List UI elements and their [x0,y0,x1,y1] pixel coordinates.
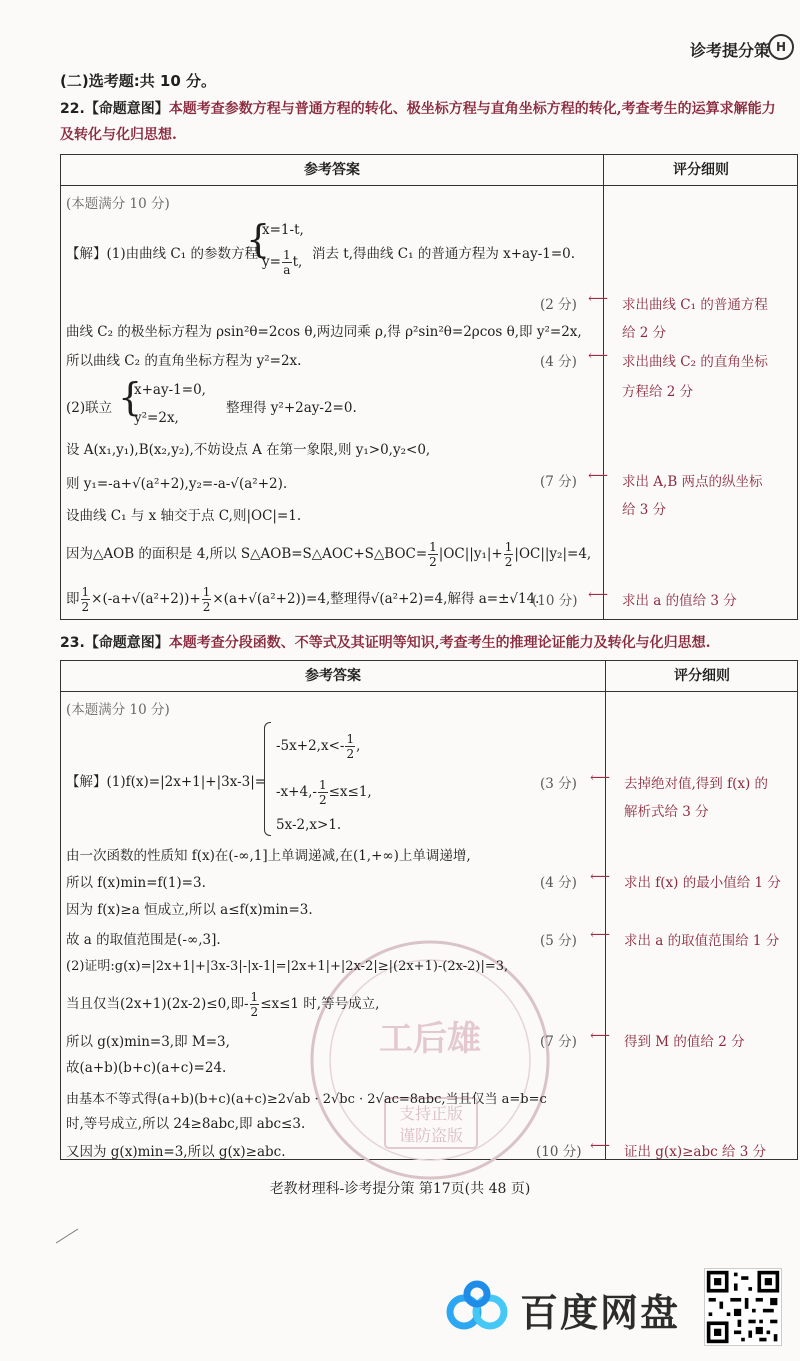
q22-arrow-1-icon: ⟵ [588,291,609,307]
q23-line3: 所以 f(x)min=f(1)=3. [66,875,206,891]
q22-col-answer: 参考答案 [304,162,360,178]
q22-line1-a: 【解】(1)由曲线 C₁ 的参数方程 [66,246,258,262]
q22-line5: 设 A(x₁,y₁),B(x₂,y₂),不妨设点 A 在第一象限,则 y₁>0,y₂<0, [66,442,431,458]
q22-arrow-2-icon: ⟵ [588,348,609,364]
q22-points-10: (10 分) [532,593,578,609]
q23-arrow-3-icon: ⟵ [590,927,611,943]
header-brand: 诊考提分策 [689,41,770,60]
q23-line11: 时,等号成立,所以 24≥8abc,即 abc≤3. [66,1116,306,1132]
brand-logo-icon: H [768,34,794,60]
q22-rubric-2b: 方程给 2 分 [622,384,694,400]
q23-points-4: (4 分) [540,875,577,891]
page-footer: 老教材理科-诊考提分策 第17页(共 48 页) [269,1181,531,1197]
q23-line7: 当且仅当(2x+1)(2x-2)≤0,即- $\frac{1}{2}$ ≤x≤1 时,等号成立, [66,990,380,1019]
q23-points-3: (3 分) [540,776,577,792]
q22-tag: 【命题意图】 [84,101,169,117]
q22-rubric-3b: 给 3 分 [622,502,667,518]
q22-sys2-eq2: y²=2x, [134,410,179,426]
q22-points-2: (2 分) [540,297,577,313]
q23-line9: 故(a+b)(b+c)(a+c)=24. [66,1060,227,1076]
q22-line3: 所以曲线 C₂ 的直角坐标方程为 y²=2x. [66,353,302,369]
qr-code-icon[interactable] [704,1268,782,1346]
q23-number: 23. [60,635,85,651]
q23-col-answer: 参考答案 [305,668,361,684]
q22-line6: 则 y₁=-a+√(a²+2),y₂=-a-√(a²+2). [66,476,288,492]
q23-rubric-5a: 证出 g(x)≥abc 给 3 分 [624,1144,767,1160]
q23-line2: 由一次函数的性质知 f(x)在(-∞,1]上单调递减,在(1,+∞)上单调递增, [66,848,471,864]
q22-system-brace: { [246,217,271,261]
section-title: (二)选考题:共 10 分。 [60,72,217,90]
q23-rubric-4a: 得到 M 的值给 2 分 [624,1034,745,1050]
q23-line12: 又因为 g(x)min=3,所以 g(x)≥abc. [66,1144,286,1160]
q22-rubric-2a: 求出曲线 C₂ 的直角坐标 [622,354,768,370]
q23-case3: 5x-2,x>1. [276,817,342,833]
q23-line1: 【解】(1)f(x)=|2x+1|+|3x-3|= [66,774,267,790]
q23-line8: 所以 g(x)min=3,即 M=3, [66,1034,230,1050]
q22-full-marks: (本题满分 10 分) [66,196,170,212]
q22-number: 22. [60,101,85,117]
q23-piecewise-brace [264,722,271,836]
q22-line4-a: (2)联立 [66,400,113,416]
watermark-stamp-1: 支持正版 [398,1104,464,1123]
q22-line7: 设曲线 C₁ 与 x 轴交于点 C,则|OC|=1. [66,508,302,524]
q22-rubric-3a: 求出 A,B 两点的纵坐标 [622,474,763,490]
q23-heading [60,630,785,656]
q22-rubric-4a: 求出 a 的值给 3 分 [622,593,737,609]
q22-line9: 即 $\frac{1}{2}$ ×(-a+√(a²+2))+ $\frac{1}{2}$ ×(a+√(a²+2))=4,整理得√(a²+2)=4,解得 a=±√14. [66,585,540,614]
q22-sys-eq2: y= $\frac{1}{a}$ t, [262,248,303,277]
q22-line1-b: 消去 t,得曲线 C₁ 的普通方程为 x+ay-1=0. [312,246,576,262]
q23-col-rubric: 评分细则 [674,668,730,684]
q23-tag: 【命题意图】 [84,635,169,651]
q22-sys2-eq1: x+ay-1=0, [134,382,206,398]
baidu-netdisk-logo-icon [444,1278,514,1338]
q22-column-divider [603,155,604,619]
q22-col-rubric: 评分细则 [673,162,729,178]
q22-heading [60,96,785,148]
q22-line2: 曲线 C₂ 的极坐标方程为 ρsin²θ=2cos θ,两边同乘 ρ,得 ρ²sin²θ=2ρcos θ,即 y²=2x, [66,324,582,340]
q23-case1: -5x+2,x<- $\frac{1}{2}$ , [276,732,361,761]
q23-column-divider [605,661,606,1159]
q22-arrow-4-icon: ⟵ [588,587,609,603]
q23-arrow-1-icon: ⟵ [590,770,611,786]
q23-line6: (2)证明:g(x)=|2x+1|+|3x-3|-|x-1|=|2x+1|+|2x-2|≥|(2x+1)-(2x-2)|=3, [66,959,509,974]
q22-line8: 因为△AOB 的面积是 4,所以 S△AOB=S△AOC+S△BOC= $\frac{1}{2}$ |OC||y₁|+ $\frac{1}{2}$ |OC||y₂|=4, [66,540,592,569]
q23-line10: 由基本不等式得(a+b)(b+c)(a+c)≥2√ab · 2√bc · 2√ac=8abc,当且仅当 a=b=c [66,1092,547,1107]
q23-line4: 因为 f(x)≥a 恒成立,所以 a≤f(x)min=3. [66,902,313,918]
q22-rubric-1b: 给 2 分 [622,325,667,341]
q23-rubric-1a: 去掉绝对值,得到 f(x) 的 [624,776,769,792]
q23-points-10: (10 分) [536,1144,582,1160]
q23-points-7: (7 分) [540,1034,577,1050]
q22-arrow-3-icon: ⟵ [588,468,609,484]
q22-line4-b: 整理得 y²+2ay-2=0. [226,400,357,416]
q23-rubric-1b: 解析式给 3 分 [624,804,709,820]
q23-arrow-2-icon: ⟵ [590,869,611,885]
q23-case2: -x+4,- $\frac{1}{2}$ ≤x≤1, [276,778,372,807]
baidu-netdisk-text: 百度网盘 [520,1291,681,1335]
q23-rubric-2a: 求出 f(x) 的最小值给 1 分 [624,875,781,891]
q23-points-5: (5 分) [540,933,577,949]
q23-rubric-3a: 求出 a 的取值范围给 1 分 [624,933,780,949]
q22-system2-brace: { [118,375,143,419]
watermark-stamp-2: 谨防盗版 [398,1126,464,1145]
pencil-mark-icon [52,1225,82,1247]
q22-sys-eq1: x=1-t, [262,222,304,238]
q23-full-marks: (本题满分 10 分) [66,702,170,718]
q22-intent: 本题考查参数方程与普通方程的转化、极坐标方程与直角坐标方程的转化,考查考生的运算求解能力及转化与化归思想. [60,101,776,143]
q22-points-7: (7 分) [540,474,577,490]
q23-line5: 故 a 的取值范围是(-∞,3]. [66,932,221,948]
q23-intent: 本题考查分段函数、不等式及其证明等知识,考查考生的推理论证能力及转化与化归思想. [168,635,711,651]
q22-rubric-1a: 求出曲线 C₁ 的普通方程 [622,297,768,313]
q23-arrow-5-icon: ⟵ [590,1138,611,1154]
q22-points-4: (4 分) [540,354,577,370]
q23-arrow-4-icon: ⟵ [590,1028,611,1044]
watermark-brand: 工后雄 [379,1019,481,1059]
